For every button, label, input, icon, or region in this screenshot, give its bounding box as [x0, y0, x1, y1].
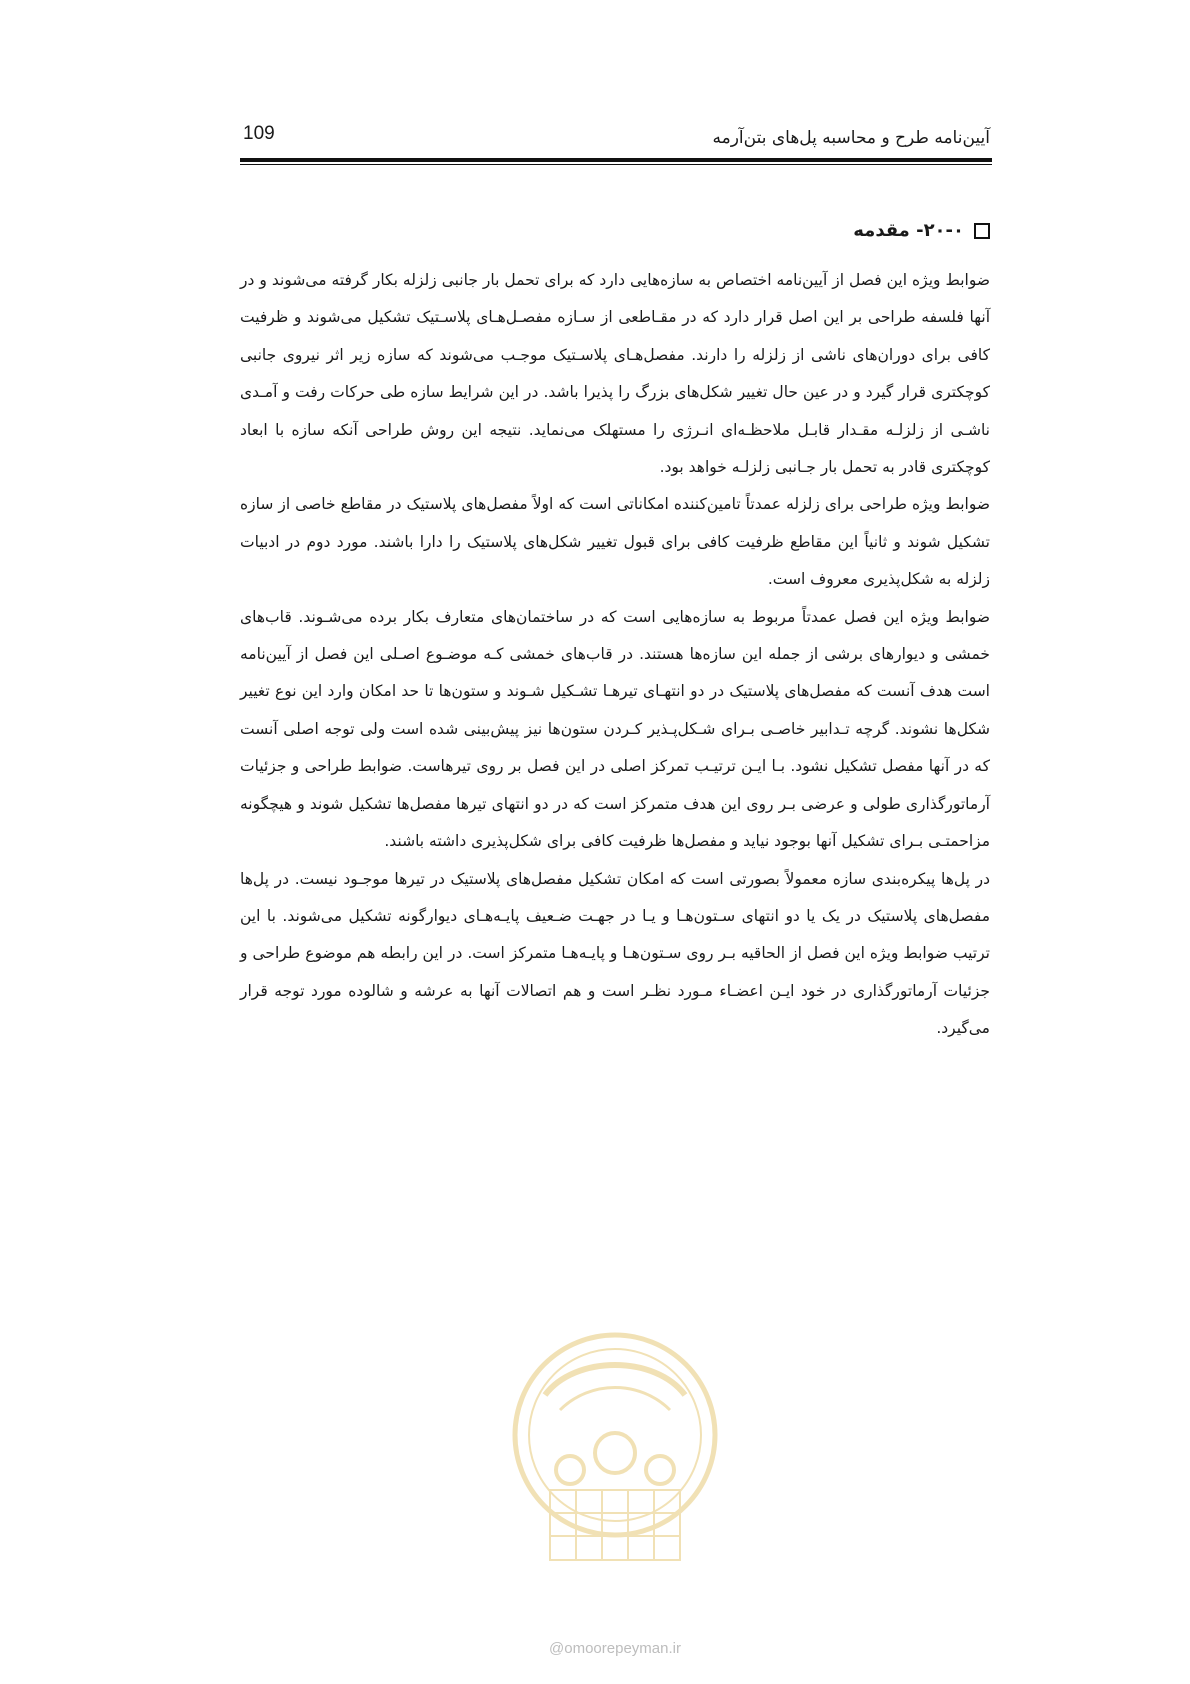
body-text — [240, 262, 990, 1048]
paragraph: در پل‌ها پیکره‌بندی سازه معمولاً بصورتی است که امکان تشکیل مفصل‌های پلاستیک در تیرها موجـود نیست. در پل‌ها مفصل‌های پلاستیک در یک یا دو انتهای سـتون‌هـا و یـا در جهـت ضـعیف پایـه‌هـای دیوارگونه تشکیل می‌شوند. با این ترتیب ضوابط ویژه این فصل از الحاقیه بـر روی سـتون‌هـا و پایـه‌هـا متمرکز است. در این رابطه هم موضوع طراحی و جزئیات آرماتورگذاری در خود ایـن اعضـاء مـورد نظـر است و هم اتصالات آنها به عرشه و شالوده مورد توجه قرار می‌گیرد. — [240, 869, 990, 1038]
book-title: آیین‌نامه طرح و محاسبه پل‌های بتن‌آرمه — [712, 128, 990, 148]
section-heading — [853, 220, 990, 241]
paragraph: ضوابط ویژه طراحی برای زلزله عمدتاً تامین‌کننده امکاناتی است که اولاً مفصل‌های پلاستیک در مقاطع خاصی از سازه تشکیل شوند و ثانیاً این مقاطع ظرفیت کافی برای قبول تغییر شکل‌های پلاستیک را دارا باشند. مورد دوم در ادبیات زلزله به شکل‌پذیری معروف است. — [240, 495, 990, 589]
square-bullet-icon — [974, 223, 990, 239]
header-rule-thin — [240, 164, 992, 165]
paragraph: ضوابط ویژه این فصل عمدتاً مربوط به سازه‌هایی است که در ساختمان‌های متعارف بکار برده می‌شـوند. قاب‌های خمشی و دیوارهای برشی از جمله این سازه‌ها هستند. در قاب‌های خمشی کـه موضـوع اصـلی این فصل از آیین‌نامه است هدف آنست که مفصل‌های پلاستیک در دو انتهـای تیرهـا تشـکیل شـوند و ستون‌ها تا حد امکان وارد این نوع تغییر شکل‌ها نشوند. گرچه تـدابیر خاصـی بـرای شـکل‌پـذیر کـردن ستون‌ها نیز پیش‌بینی شده است ولی توجه اصلی آنست که در آنها مفصل تشکیل نشود. بـا ایـن ترتیـب تمرکز اصلی در این فصل بر روی تیرهاست. ضوابط طراحی و جزئیات آرماتورگذاری طولی و عرضی بـر روی این هدف متمرکز است که در دو انتهای تیرها مفصل‌ها تشکیل شوند و هیچگونه مزاحمتـی بـرای تشکیل آنها بوجود نیاید و مفصل‌ها ظرفیت کافی برای شکل‌پذیری داشته باشند. — [240, 607, 990, 851]
page-number: 109 — [243, 123, 275, 144]
watermark-caption: @omoorepeyman.ir — [549, 1640, 681, 1657]
section-heading-text: ۲۰-۰- مقدمه — [853, 220, 964, 241]
header-rule-thick — [240, 158, 992, 162]
paragraph: ضوابط ویژه این فصل از آیین‌نامه اختصاص به سازه‌هایی دارد که برای تحمل بار جانبی زلزله بکار گرفته می‌شوند و در آنها فلسفه طراحی بر این اصل قرار دارد که در مقـاطعی از سـازه مفصـل‌هـای پلاسـتیک تشکیل می‌شوند و ظرفیت کافی برای دوران‌های ناشی از زلزله را دارند. مفصل‌هـای پلاسـتیک موجـب می‌شوند که سازه زیر اثر نیروی جانبی کوچکتری قرار گیرد و در عین حال تغییر شکل‌های بزرگ را پذیرا باشد. در این شرایط سازه طی حرکات رفت و آمـدی ناشـی از زلزلـه مقـدار قابـل ملاحظـه‌ای انـرژی را مستهلک می‌نماید. نتیجه این روش طراحی آنکه سازه با ابعاد کوچکتری قادر به تحمل بار جـانبی زلزلـه خواهد بود. — [240, 271, 990, 477]
publisher-logo-watermark — [505, 1325, 725, 1595]
